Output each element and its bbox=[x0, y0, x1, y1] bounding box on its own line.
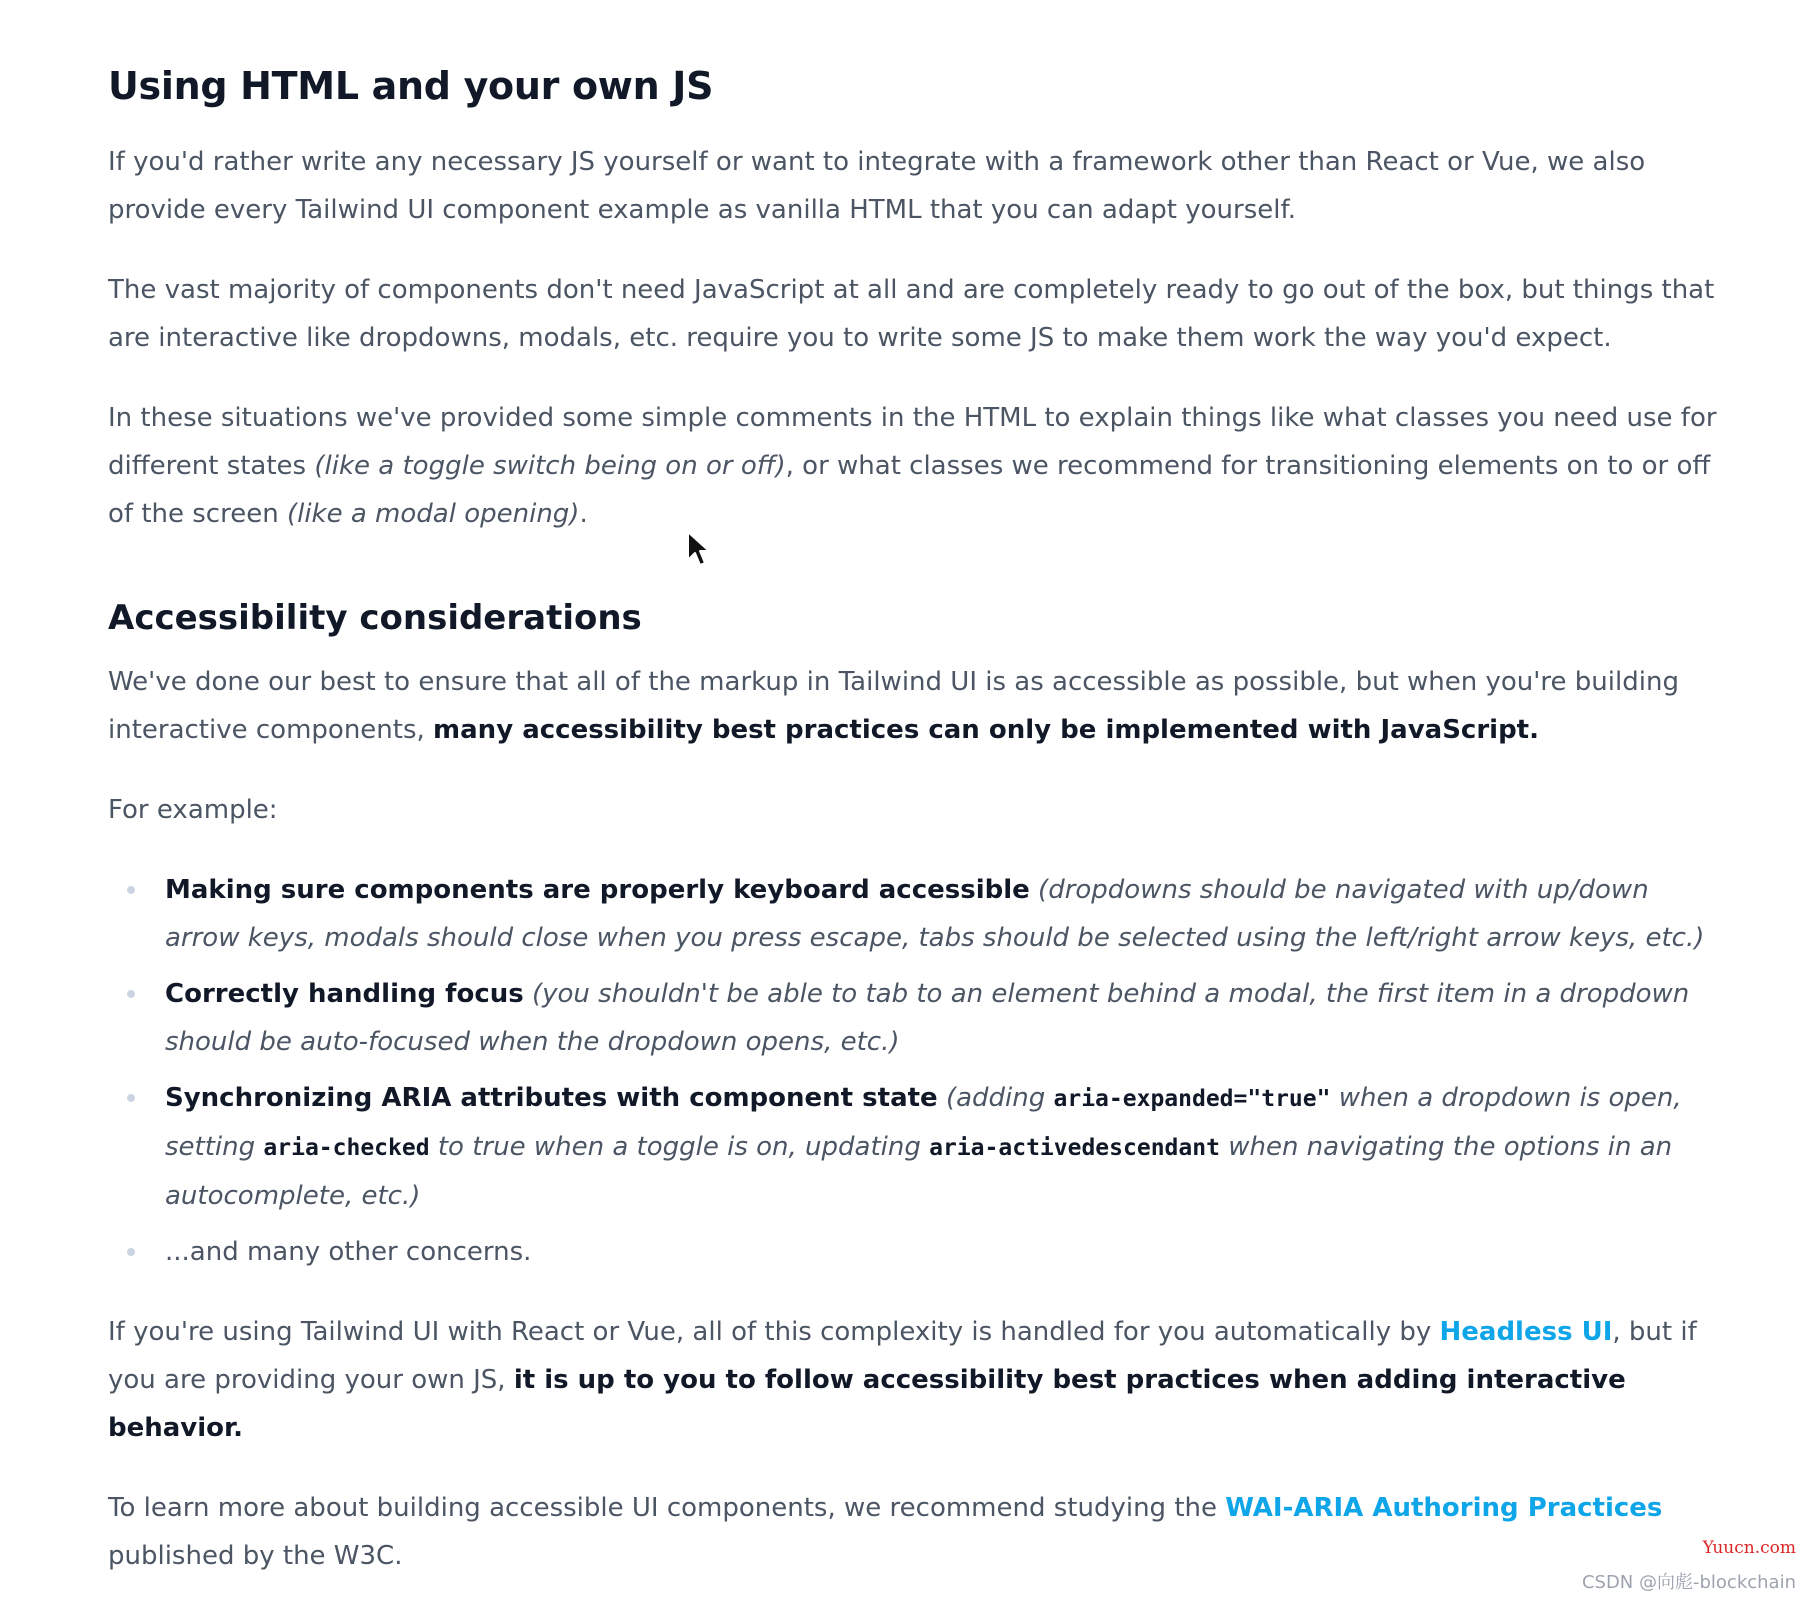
item-emphasis: when navigating the options in an autocomplete, etc.) bbox=[165, 1132, 1673, 1211]
item-text: ...and many other concerns. bbox=[165, 1237, 532, 1267]
intro-paragraph-1: If you'd rather write any necessary JS yourself or want to integrate with a framework other than React or Vue, we also provide every Tailwind UI component example as vanilla HTML that you can adapt yourself. bbox=[108, 147, 1646, 225]
watermark-site: Yuucn.com bbox=[1702, 1538, 1796, 1558]
intro-p3-emphasis-2: (like a modal opening) bbox=[286, 499, 580, 529]
headless-ui-link[interactable]: Headless UI bbox=[1439, 1317, 1613, 1347]
item-emphasis: (dropdowns should be navigated with up/down arrow keys, modals should close when you press escape, tabs should be selected using the left/right arrow keys, etc.) bbox=[165, 875, 1705, 953]
item-strong: Synchronizing ARIA attributes with component state bbox=[165, 1083, 938, 1113]
bullet-dot-icon bbox=[127, 886, 135, 894]
a11y-p1-strong: many accessibility best practices can only be implemented with JavaScript. bbox=[433, 715, 1539, 745]
code-aria-checked: aria-checked bbox=[263, 1135, 430, 1161]
bullet-dot-icon bbox=[127, 1094, 135, 1102]
accessibility-concerns-list bbox=[108, 866, 1720, 1276]
list-item bbox=[108, 1228, 1720, 1276]
a11y-p2-text-b: , but if you are providing your own JS, bbox=[108, 1317, 1697, 1395]
accessibility-paragraph-3 bbox=[108, 1484, 1720, 1580]
accessibility-paragraph-2 bbox=[108, 1308, 1720, 1452]
intro-p3-text-b: , or what classes we recommend for transitioning elements on to or off of the screen bbox=[108, 451, 1711, 529]
accessibility-paragraph-1 bbox=[108, 658, 1720, 754]
item-emphasis: to true when a toggle is on, updating bbox=[437, 1132, 921, 1162]
section-heading-accessibility: Accessibility considerations bbox=[108, 598, 642, 638]
item-strong: Correctly handling focus bbox=[165, 979, 524, 1009]
a11y-p2-text-a: If you're using Tailwind UI with React or Vue, all of this complexity is handled for you automatically by bbox=[108, 1317, 1440, 1347]
a11y-p1-text: We've done our best to ensure that all of the markup in Tailwind UI is as accessible as possible, but when you're building interactive components, bbox=[108, 667, 1679, 745]
item-emphasis: (adding bbox=[945, 1083, 1046, 1113]
bullet-dot-icon bbox=[127, 990, 135, 998]
intro-p3-emphasis-1: (like a toggle switch being on or off) bbox=[314, 451, 786, 481]
intro-paragraph-2: The vast majority of components don't need JavaScript at all and are completely ready to go out of the box, but things that are interactive like dropdowns, modals, etc. require you to write some JS to make them work the way you'd expect. bbox=[108, 275, 1715, 353]
intro-p3-text-a: In these situations we've provided some simple comments in the HTML to explain things like what classes you need use for different states bbox=[108, 403, 1717, 481]
example-label: For example: bbox=[108, 795, 278, 825]
wai-aria-link[interactable]: WAI-ARIA Authoring Practices bbox=[1225, 1493, 1663, 1523]
list-item bbox=[108, 1074, 1720, 1220]
list-item bbox=[108, 970, 1720, 1066]
watermark-author: CSDN @向彪-blockchain bbox=[1581, 1572, 1796, 1593]
intro-p3-text-c: . bbox=[579, 499, 588, 529]
docs-content bbox=[108, 60, 1720, 1612]
intro-paragraph-3 bbox=[108, 394, 1720, 538]
page-title: Using HTML and your own JS bbox=[108, 64, 714, 108]
item-strong: Making sure components are properly keyboard accessible bbox=[165, 875, 1030, 905]
item-emphasis: (you shouldn't be able to tab to an element behind a modal, the first item in a dropdown should be auto-focused when the dropdown opens, etc.) bbox=[165, 979, 1690, 1057]
list-item bbox=[108, 866, 1720, 962]
code-aria-activedescendant: aria-activedescendant bbox=[929, 1135, 1220, 1161]
bullet-dot-icon bbox=[127, 1248, 135, 1256]
a11y-p2-strong: it is up to you to follow accessibility best practices when adding interactive behavior. bbox=[108, 1365, 1626, 1443]
a11y-p3-text-a: To learn more about building accessible UI components, we recommend studying the bbox=[108, 1493, 1226, 1523]
a11y-p3-text-b: published by the W3C. bbox=[108, 1541, 403, 1571]
mouse-pointer-icon bbox=[686, 530, 712, 568]
item-emphasis: when a dropdown is open, setting bbox=[165, 1083, 1682, 1162]
code-aria-expanded: aria-expanded="true" bbox=[1053, 1086, 1331, 1112]
